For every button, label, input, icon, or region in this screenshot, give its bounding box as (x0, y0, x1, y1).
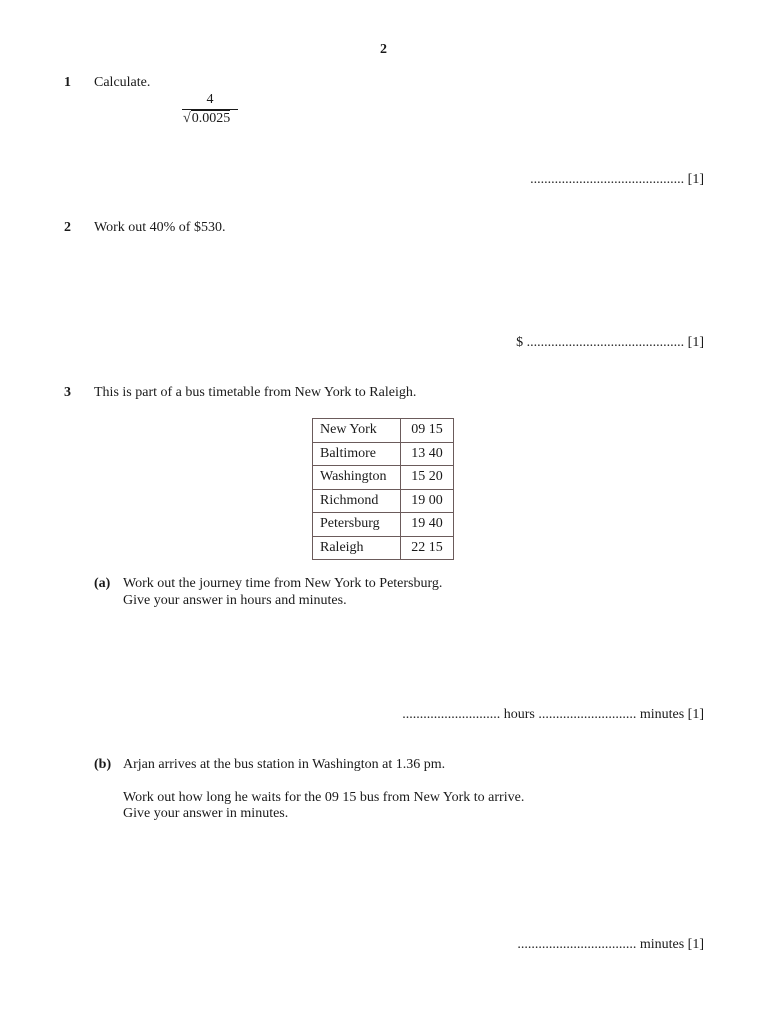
question-number: 3 (64, 385, 71, 400)
table-cell-time: 22 15 (401, 536, 454, 560)
part-text-line-1: Work out the journey time from New York to Petersburg. (123, 576, 443, 591)
table-row (313, 536, 454, 560)
table-cell-time: 09 15 (401, 419, 454, 443)
table-cell-time: 19 40 (401, 513, 454, 537)
table-cell-place: Baltimore (313, 442, 401, 466)
table-row (313, 513, 454, 537)
table-cell-place: New York (313, 419, 401, 443)
part-text-line-3: Give your answer in minutes. (123, 806, 289, 821)
table-row (313, 442, 454, 466)
answer-line[interactable]: $ ............................................. [1] (516, 335, 704, 350)
table-cell-time: 19 00 (401, 489, 454, 513)
question-text: Work out 40% of $530. (94, 220, 226, 235)
table-cell-place: Richmond (313, 489, 401, 513)
page-number: 2 (380, 42, 387, 57)
table-row (313, 466, 454, 490)
table-cell-place: Washington (313, 466, 401, 490)
answer-line[interactable]: .................................. minutes [1] (517, 937, 704, 952)
question-number: 1 (64, 75, 71, 90)
table-cell-time: 15 20 (401, 466, 454, 490)
part-text-line-2: Give your answer in hours and minutes. (123, 593, 347, 608)
part-label: (a) (94, 576, 111, 591)
question-number: 2 (64, 220, 71, 235)
fraction-numerator: 4 (206, 92, 214, 107)
radicand: 0.0025 (191, 111, 231, 126)
table-row (313, 489, 454, 513)
table-cell-place: Raleigh (313, 536, 401, 560)
bus-timetable (312, 418, 454, 560)
answer-line[interactable]: ............................ hours ............................ minutes [1] (402, 707, 704, 722)
table-cell-place: Petersburg (313, 513, 401, 537)
part-text-line-2: Work out how long he waits for the 09 15 bus from New York to arrive. (123, 790, 525, 805)
sqrt-icon: √ (183, 111, 191, 126)
part-text-line-1: Arjan arrives at the bus station in Washington at 1.36 pm. (123, 757, 446, 772)
table-row (313, 419, 454, 443)
table-cell-time: 13 40 (401, 442, 454, 466)
answer-line[interactable]: ............................................ [1] (530, 172, 704, 187)
fraction-expression (182, 92, 238, 127)
part-label: (b) (94, 757, 112, 772)
fraction-denominator (182, 111, 238, 127)
question-text: Calculate. (94, 75, 151, 90)
question-text: This is part of a bus timetable from New York to Raleigh. (94, 385, 417, 400)
